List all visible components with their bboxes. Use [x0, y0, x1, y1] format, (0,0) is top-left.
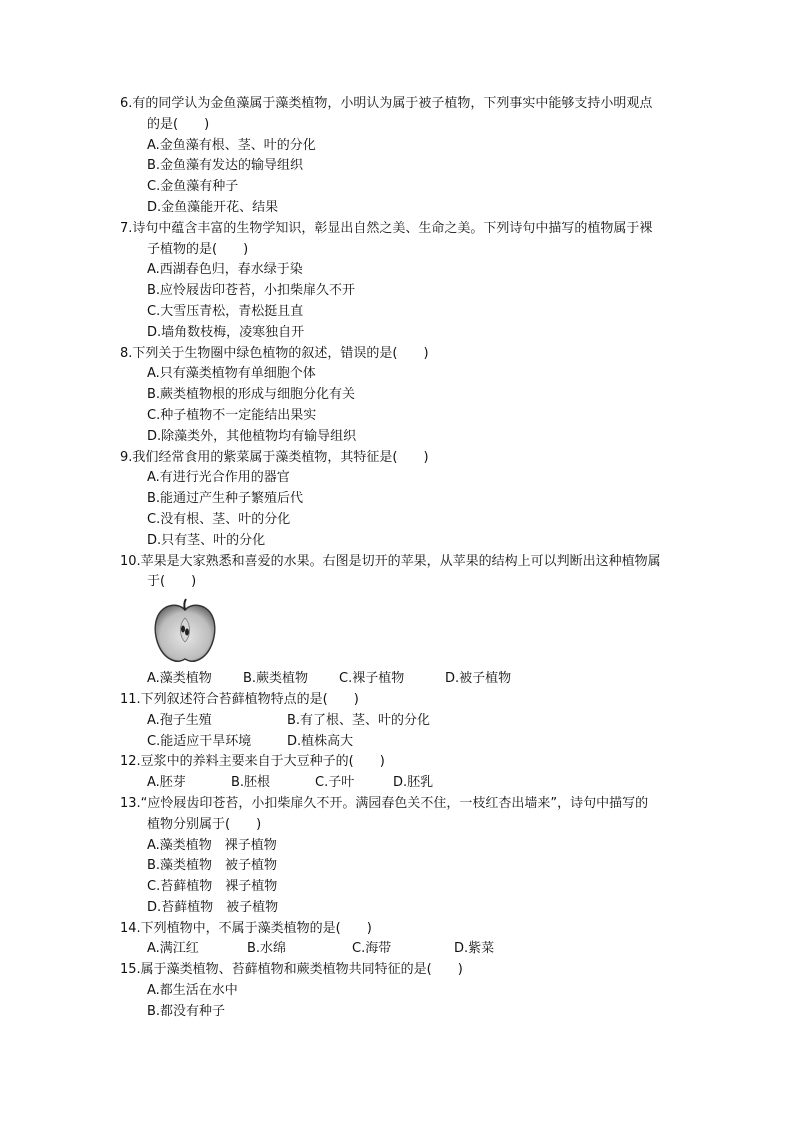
question-14-stem: 14.下列植物中，不属于藻类植物的是( ) [120, 920, 372, 936]
question-13-stem-cont: 植物分别属于( ) [147, 816, 262, 832]
question-12-stem: 12.豆浆中的养料主要来自于大豆种子的( ) [120, 754, 385, 770]
question-9-option-b: B.能通过产生种子繁殖后代 [147, 491, 304, 507]
question-10-option-c: C.裸子植物 [339, 671, 405, 687]
question-15-option-a: A.都生活在水中 [147, 983, 238, 999]
question-11-option-b: B.有了根、茎、叶的分化 [287, 712, 431, 728]
question-11-options-row2 [120, 732, 720, 753]
question-14-option-b: B.水绵 [247, 941, 287, 957]
question-8-stem: 8.下列关于生物圈中绿色植物的叙述，错误的是( ) [120, 345, 429, 361]
question-6-option-c: C.金鱼藻有种子 [147, 179, 239, 195]
question-7-option-a: A.西湖春色归，春水绿于染 [147, 262, 303, 278]
question-8-option-d: D.除藻类外，其他植物均有输导组织 [147, 428, 357, 444]
question-11-option-a: A.孢子生殖 [147, 712, 212, 728]
question-10-stem: 10.苹果是大家熟悉和喜爱的水果。右图是切开的苹果，从苹果的结构上可以判断出这种植物属 [120, 553, 661, 569]
question-13-option-a: A.藻类植物 裸子植物 [147, 837, 277, 853]
question-9-option-c: C.没有根、茎、叶的分化 [147, 511, 291, 527]
question-11-option-d: D.植株高大 [287, 733, 354, 749]
question-9-stem: 9.我们经常食用的紫菜属于藻类植物，其特征是( ) [120, 449, 429, 465]
question-10-option-b: B.蕨类植物 [243, 671, 309, 687]
cut-apple-image [120, 596, 720, 666]
question-8-option-b: B.蕨类植物根的形成与细胞分化有关 [147, 387, 356, 403]
question-12-option-d: D.胚乳 [393, 775, 434, 791]
question-14-option-a: A.满江红 [147, 941, 199, 957]
question-list [120, 94, 720, 1023]
question-9-option-a: A.有进行光合作用的器官 [147, 470, 290, 486]
question-7-option-c: C.大雪压青松，青松挺且直 [147, 303, 304, 319]
question-10-option-d: D.被子植物 [445, 671, 512, 687]
question-11-option-c: C.能适应干旱环境 [147, 733, 252, 749]
question-7-option-b: B.应怜屐齿印苍苔，小扣柴扉久不开 [147, 283, 356, 299]
question-6-option-b: B.金鱼藻有发达的输导组织 [147, 158, 304, 174]
question-14-option-c: C.海带 [352, 941, 392, 957]
question-14-option-d: D.紫菜 [454, 941, 495, 957]
question-13-option-c: C.苔藓植物 裸子植物 [147, 879, 278, 895]
question-15-option-b: B.都没有种子 [147, 1003, 226, 1019]
question-12-option-b: B.胚根 [231, 775, 271, 791]
question-8-option-a: A.只有藻类植物有单细胞个体 [147, 366, 316, 382]
question-9-option-d: D.只有茎、叶的分化 [147, 532, 266, 548]
question-6-stem-cont: 的是( ) [147, 116, 210, 132]
question-6-stem: 6.有的同学认为金鱼藻属于藻类植物，小明认为属于被子植物，下列事实中能够支持小明观点 [120, 96, 653, 111]
question-6-option-d: D.金鱼藻能开花、结果 [147, 199, 279, 215]
question-7-stem: 7.诗句中蕴含丰富的生物学知识，彰显出自然之美、生命之美。下列诗句中描写的植物属于裸 [120, 220, 653, 236]
question-10-options [120, 669, 720, 690]
question-11-stem: 11.下列叙述符合苔藓植物特点的是( ) [120, 691, 359, 707]
question-12-option-a: A.胚芽 [147, 775, 186, 791]
question-15-stem: 15.属于藻类植物、苔藓植物和蕨类植物共同特征的是( ) [120, 962, 463, 978]
question-10-stem-cont: 于( ) [147, 574, 197, 590]
question-8-option-c: C.种子植物不一定能结出果实 [147, 407, 317, 423]
question-7-stem-cont: 子植物的是( ) [147, 241, 249, 257]
question-12-option-c: C.子叶 [315, 775, 355, 791]
question-11-options-row1 [120, 711, 720, 732]
question-13-option-b: B.藻类植物 被子植物 [147, 858, 278, 874]
question-12-options [120, 773, 720, 794]
question-13-option-d: D.苔藓植物 被子植物 [147, 899, 279, 915]
question-7-option-d: D.墙角数枝梅，凌寒独自开 [147, 324, 305, 340]
question-10-option-a: A.藻类植物 [147, 671, 212, 687]
question-13-stem: 13.“应怜屐齿印苍苔，小扣柴扉久不开。满园春色关不住，一枝红杏出墙来”，诗句中描写的 [120, 795, 649, 811]
question-6-option-a: A.金鱼藻有根、茎、叶的分化 [147, 137, 316, 153]
question-14-options [120, 939, 720, 960]
